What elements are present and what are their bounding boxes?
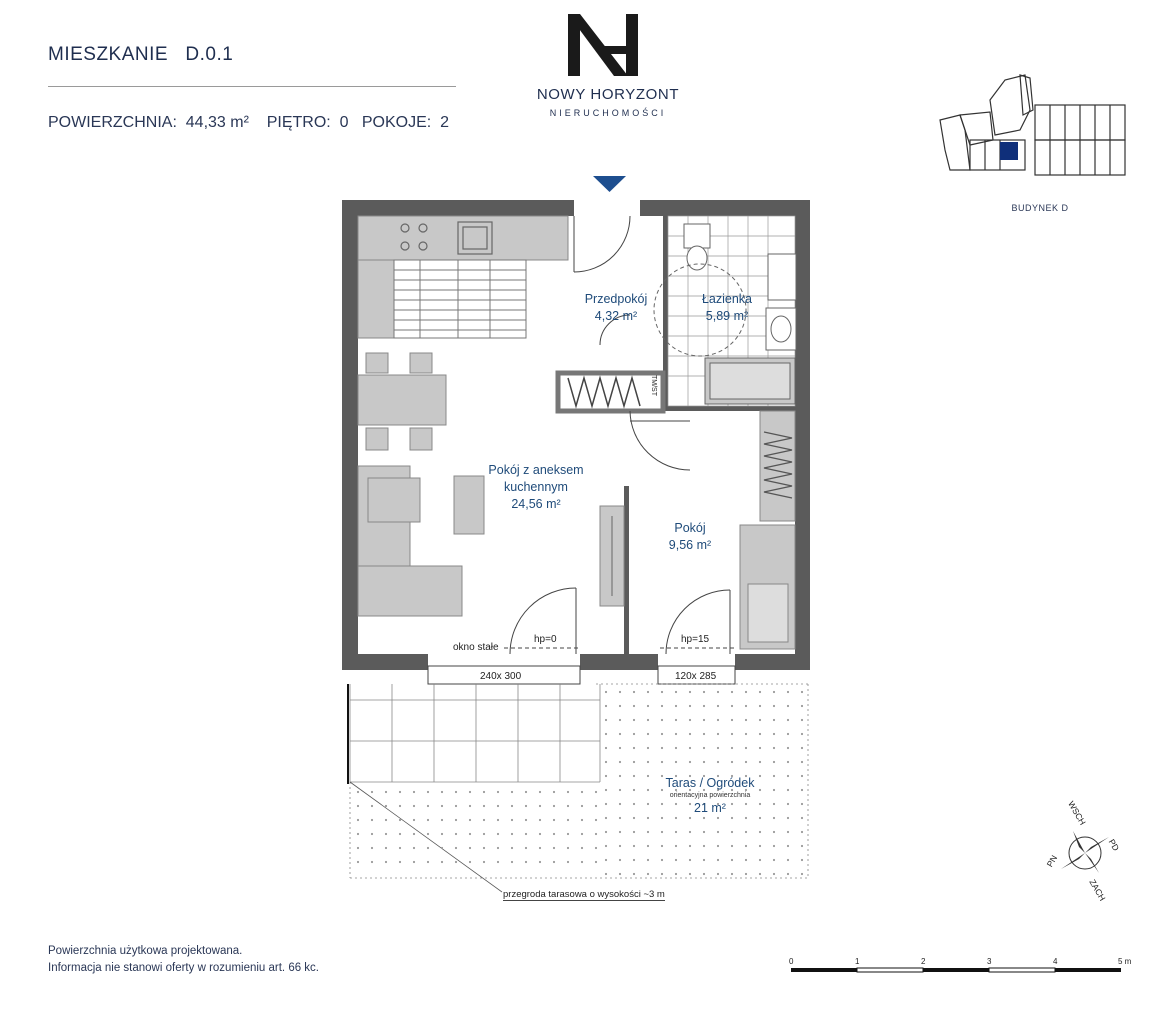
scale-label-1: 1 xyxy=(855,957,860,966)
title-divider xyxy=(48,86,456,87)
compass-west: ZACH xyxy=(1087,877,1108,903)
building-key-plan xyxy=(935,70,1135,190)
scale-label-3: 3 xyxy=(987,957,992,966)
apartment-location-marker xyxy=(1000,142,1018,160)
room-living-name1: Pokój z aneksem xyxy=(488,463,584,477)
floor-stat: PIĘTRO: 0 xyxy=(266,114,349,131)
scale-bar xyxy=(785,952,1140,982)
area-stat: POWIERZCHNIA: 44,33 m² xyxy=(48,114,249,131)
entrance-marker-icon xyxy=(593,176,626,192)
threshold-height-bedroom: hp=15 xyxy=(681,634,710,645)
window-size-living: 240x 300 xyxy=(480,671,522,682)
room-terrace-area: 21 m² xyxy=(694,801,726,815)
fixed-window-note: okno stałe xyxy=(453,642,499,653)
brand-name: NOWY HORYZONT xyxy=(536,86,680,103)
threshold-height-living: hp=0 xyxy=(534,634,557,645)
room-bath xyxy=(677,291,777,325)
room-hall-area: 4,32 m² xyxy=(594,309,638,323)
room-terrace xyxy=(640,775,780,817)
room-hall-name: Przedpokój xyxy=(584,292,648,306)
room-bath-name: Łazienka xyxy=(701,292,753,306)
compass-north: PN xyxy=(1044,853,1060,869)
brand-logo-icon xyxy=(568,14,646,76)
room-bedroom xyxy=(640,520,740,554)
window-size-bedroom: 120x 285 xyxy=(675,671,717,682)
room-living-area: 24,56 m² xyxy=(511,497,561,511)
scale-label-4: 4 xyxy=(1053,957,1058,966)
room-bath-area: 5,89 m² xyxy=(705,309,749,323)
room-bedroom-area: 9,56 m² xyxy=(668,538,712,552)
apartment-title: MIESZKANIE D.0.1 xyxy=(48,44,234,65)
scale-label-5: 5 m xyxy=(1118,957,1132,966)
scale-label-2: 2 xyxy=(921,957,926,966)
room-living xyxy=(476,462,596,513)
room-living-name2: kuchennym xyxy=(504,480,568,494)
washer-label: TM/ST xyxy=(650,375,657,396)
brand-subtitle: NIERUCHOMOŚCI xyxy=(549,108,667,118)
compass-south: PD xyxy=(1106,837,1122,853)
room-bedroom-name: Pokój xyxy=(674,521,706,535)
footer-note-area: Powierzchnia użytkowa projektowana. xyxy=(48,945,243,957)
apartment-stats xyxy=(48,114,449,132)
room-terrace-note: orientacyjna powierzchnia xyxy=(669,792,751,799)
scale-label-0: 0 xyxy=(789,957,794,966)
terrace-partition-note: przegroda tarasowa o wysokości ~3 m xyxy=(503,889,665,900)
compass-east: WSCH xyxy=(1066,799,1088,827)
room-hall xyxy=(566,291,666,325)
rooms-stat: POKOJE: 2 xyxy=(361,114,449,131)
building-label: BUDYNEK D xyxy=(1011,203,1069,213)
room-terrace-name: Taras / Ogródek xyxy=(665,776,755,790)
footer-note-offer: Informacja nie stanowi oferty w rozumieniu art. 66 kc. xyxy=(48,962,320,974)
